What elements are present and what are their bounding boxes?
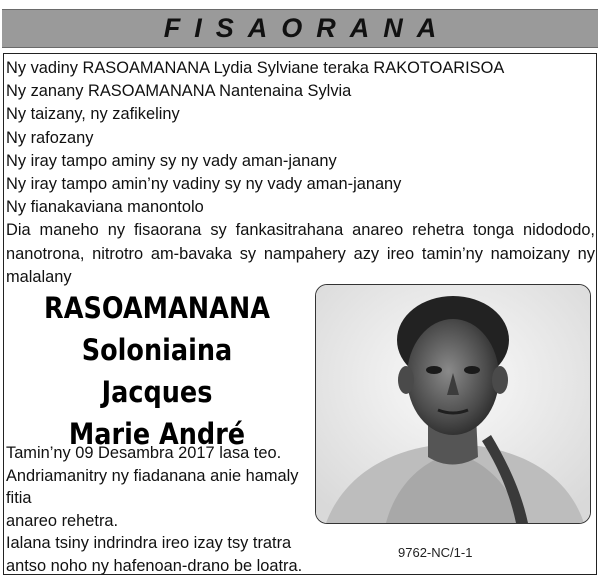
intro-line: Ny rafozany [6, 128, 94, 147]
name-line: Marie André [68, 417, 246, 451]
body-line: antso noho ny hafenoan-drano be loatra. [6, 556, 303, 575]
header-banner [2, 9, 598, 48]
intro-line: Ny taizany, ny zafikeliny [6, 105, 180, 124]
deceased-name [24, 287, 290, 455]
intro-line: Ny zanany RASOAMANANA Nantenaina Sylvia [6, 82, 352, 101]
page-title: FISAORANA [163, 13, 451, 43]
thanks-line: nanotrona, nitrotro am-bavaka sy nampahery azy ireo tamin’ny namoizany ny malalany [6, 244, 595, 286]
intro-line: Ny fianakaviana manontolo [6, 198, 204, 217]
body-line: anareo rehetra. [6, 511, 119, 530]
body-block [6, 442, 306, 578]
portrait-photo [315, 284, 591, 524]
intro-line: Ny iray tampo aminy sy ny vady aman-janany [6, 151, 337, 170]
portrait-photo-icon [316, 285, 590, 523]
reference-code: 9762-NC/1-1 [398, 545, 473, 560]
intro-block [6, 57, 595, 289]
body-line: Ialana tsiny indrindra ireo izay tsy tratra [6, 534, 292, 553]
intro-line: Ny iray tampo amin’ny vadiny sy ny vady aman-janany [6, 175, 402, 194]
name-line: RASOAMANANA [44, 291, 270, 325]
thanks-line: Dia maneho ny fisaorana sy fankasitrahana anareo rehetra tonga nidododo, [6, 221, 595, 240]
body-line: Andriamanitry ny fiadanana anie hamaly fitia [6, 466, 299, 508]
name-line: Soloniaina Jacques [81, 333, 233, 409]
intro-line: Ny vadiny RASOAMANANA Lydia Sylviane teraka RAKOTOARISOA [6, 59, 505, 77]
body-line: Tamin’ny 09 Desambra 2017 lasa teo. [6, 444, 282, 462]
